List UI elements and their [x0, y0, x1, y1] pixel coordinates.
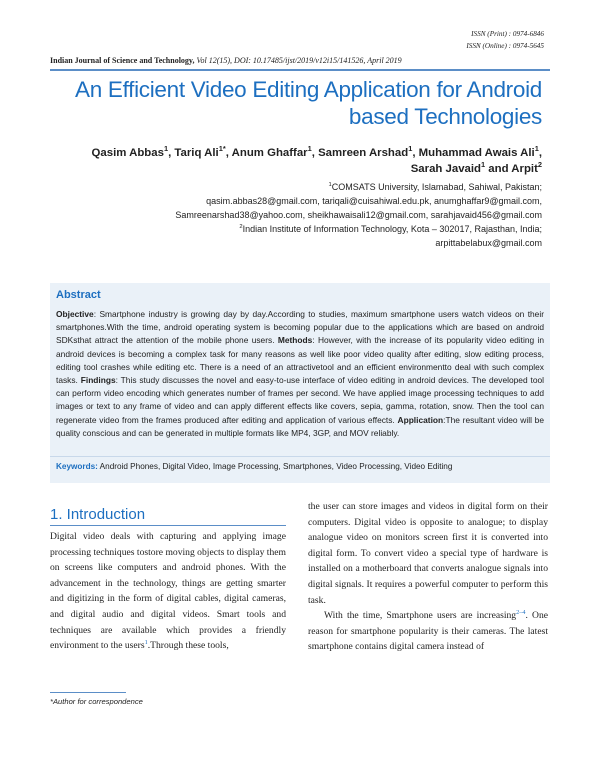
intro-right-paragraph-1: the user can store images and videos in digital form on their computers. Digital video is opposite to analogue; to display analogue video on monitors screen first it is converted into digital form. To convert video a special type of hardware is installed on a motherboard that converts analogue signals into digital signals. It requires a powerful computer to perform this task.	[308, 501, 548, 606]
footnote-rule	[50, 692, 126, 693]
author-separator: ,	[412, 147, 419, 159]
affiliation-text: COMSATS University, Islamabad, Sahiwal, Pakistan;	[331, 182, 542, 192]
citation-ref[interactable]: 2–4	[516, 608, 526, 616]
author-name: Samreen Arshad	[318, 147, 409, 159]
affiliations	[60, 180, 542, 250]
paper-title	[60, 76, 542, 130]
author-name: Tariq Ali	[174, 147, 219, 159]
issn-print: ISSN (Print) : 0974-6846	[471, 30, 544, 38]
author-affiliation-mark: 1	[481, 160, 486, 170]
author-name: Muhammad Awais Ali	[418, 147, 535, 159]
intro-column-left	[50, 529, 286, 654]
author-list	[90, 145, 542, 177]
affiliation-line	[60, 208, 542, 222]
affiliation-line	[60, 236, 542, 250]
application-text: :The resultant video will be quality conscious and can be generated in multiple formats like MP4, 3GP, and MOV reliably.	[56, 414, 545, 438]
objective-text: : Smartphone industry is growing day by day.According to studies, maximum smartphone users watch videos on their smartphones.With the time, android operating system is becoming popular due to the applications which are based on android SDKsthat attract the attention of the mobile phone users.	[56, 309, 544, 346]
author-affiliation-mark: 1	[163, 144, 169, 154]
title-line-2: based Technologies	[348, 104, 542, 129]
footnote: *Author for correspondence	[50, 697, 143, 706]
objective-label: Objective	[56, 309, 94, 319]
methods-text: : However, with the increase of its popularity video editing in android devices is becoming a complex task for many reasons as well like poor video quality after editing, slow editing process, editing tool crashes while editing etc. There is a need of an attractivetool and an efficient environmentto deal with such complex tasks.	[56, 335, 544, 386]
abstract-text	[56, 308, 544, 440]
author-separator: ,	[225, 147, 232, 159]
intro-left-tail: .Through these tools,	[147, 640, 229, 652]
journal-name: Indian Journal of Science and Technology,	[50, 56, 195, 65]
author-name: Qasim Abbas	[91, 147, 164, 159]
intro-left-text: Digital video deals with capturing and applying image processing techniques tostore moving objects to display them on screens like computers and android phones. With the advancement in the technology, things are getting smarter and digitizing in the form of digital cables, digital cameras, and digital audio and digital videos. Smart tools and techniques are available which provides a friendly environment to the users	[50, 531, 286, 652]
author-affiliation-mark: 1	[534, 144, 539, 154]
author-affiliation-mark: 1	[408, 144, 413, 154]
citation-ref[interactable]: 1	[144, 638, 148, 646]
author-separator: and	[485, 163, 512, 175]
abstract-section	[50, 283, 550, 483]
author-affiliation-mark: 1	[307, 144, 312, 154]
affiliation-text: Indian Institute of Information Technology, Kota – 302017, Rajasthan, India;	[242, 224, 542, 234]
keywords	[56, 462, 452, 471]
affiliation-line	[60, 180, 542, 194]
affiliation-line	[60, 194, 542, 208]
findings-label: Findings	[80, 375, 116, 386]
findings-text: : This study discusses the novel and easy-to-use interface of video editing in android devices. The developed tool can perform video encoding which generates number of frames per second. We have applied image processing techniques to add images or text to any frame of video and can apply different effects like covers, sepia, gamma, rotation, snow. Then the tool can regenerate video from the frames produced after editing and application of various effects.	[56, 375, 544, 425]
author-affiliation-mark: 2	[537, 160, 542, 170]
journal-meta: Vol 12(15), DOI: 10.17485/ijst/2019/v12i15/141526, April 2019	[196, 56, 402, 65]
title-line-1: An Efficient Video Editing Application for Android	[75, 77, 542, 102]
affiliation-text: qasim.abbas28@gmail.com, tariqali@cuisahiwal.edu.pk, anumghaffar9@gmail.com,	[206, 196, 542, 206]
intro-column-right	[308, 499, 548, 655]
section-rule	[50, 525, 286, 526]
section-heading-introduction: 1. Introduction	[50, 506, 146, 523]
header-rule	[50, 69, 550, 71]
author-separator: ,	[311, 147, 319, 159]
author-name: Sarah Javaid	[410, 163, 481, 175]
keywords-text: Android Phones, Digital Video, Image Processing, Smartphones, Video Processing, Video Editing	[97, 462, 453, 471]
keywords-section	[50, 456, 550, 479]
intro-right-p2-text: With the time, Smartphone users are increasing	[324, 610, 517, 622]
author-separator: ,	[538, 147, 542, 159]
affiliation-line	[60, 222, 542, 236]
affiliation-mark: 2	[239, 224, 243, 230]
methods-label: Methods	[277, 335, 313, 346]
issn-block	[466, 28, 544, 52]
intro-right-paragraph-2	[308, 608, 548, 655]
intro-right-p2-tail: . One reason for smartphone popularity is their cameras. The latest smartphone contains digital camera instead of	[308, 610, 549, 653]
issn-online: ISSN (Online) : 0974-5645	[466, 42, 544, 50]
author-affiliation-mark: 1*	[218, 144, 226, 154]
abstract-heading: Abstract	[56, 289, 101, 301]
author-separator: ,	[168, 147, 175, 159]
journal-citation	[50, 56, 550, 65]
author-name: Anum Ghaffar	[231, 147, 308, 159]
keywords-label: Keywords:	[56, 462, 98, 471]
application-label: Application	[397, 414, 444, 425]
affiliation-text: arpittabelabux@gmail.com	[435, 238, 542, 248]
affiliation-mark: 1	[328, 182, 332, 188]
affiliation-text: Samreenarshad38@yahoo.com, sheikhawaisali12@gmail.com, sarahjavaid456@gmail.com	[175, 210, 542, 220]
author-name: Arpit	[511, 163, 538, 175]
